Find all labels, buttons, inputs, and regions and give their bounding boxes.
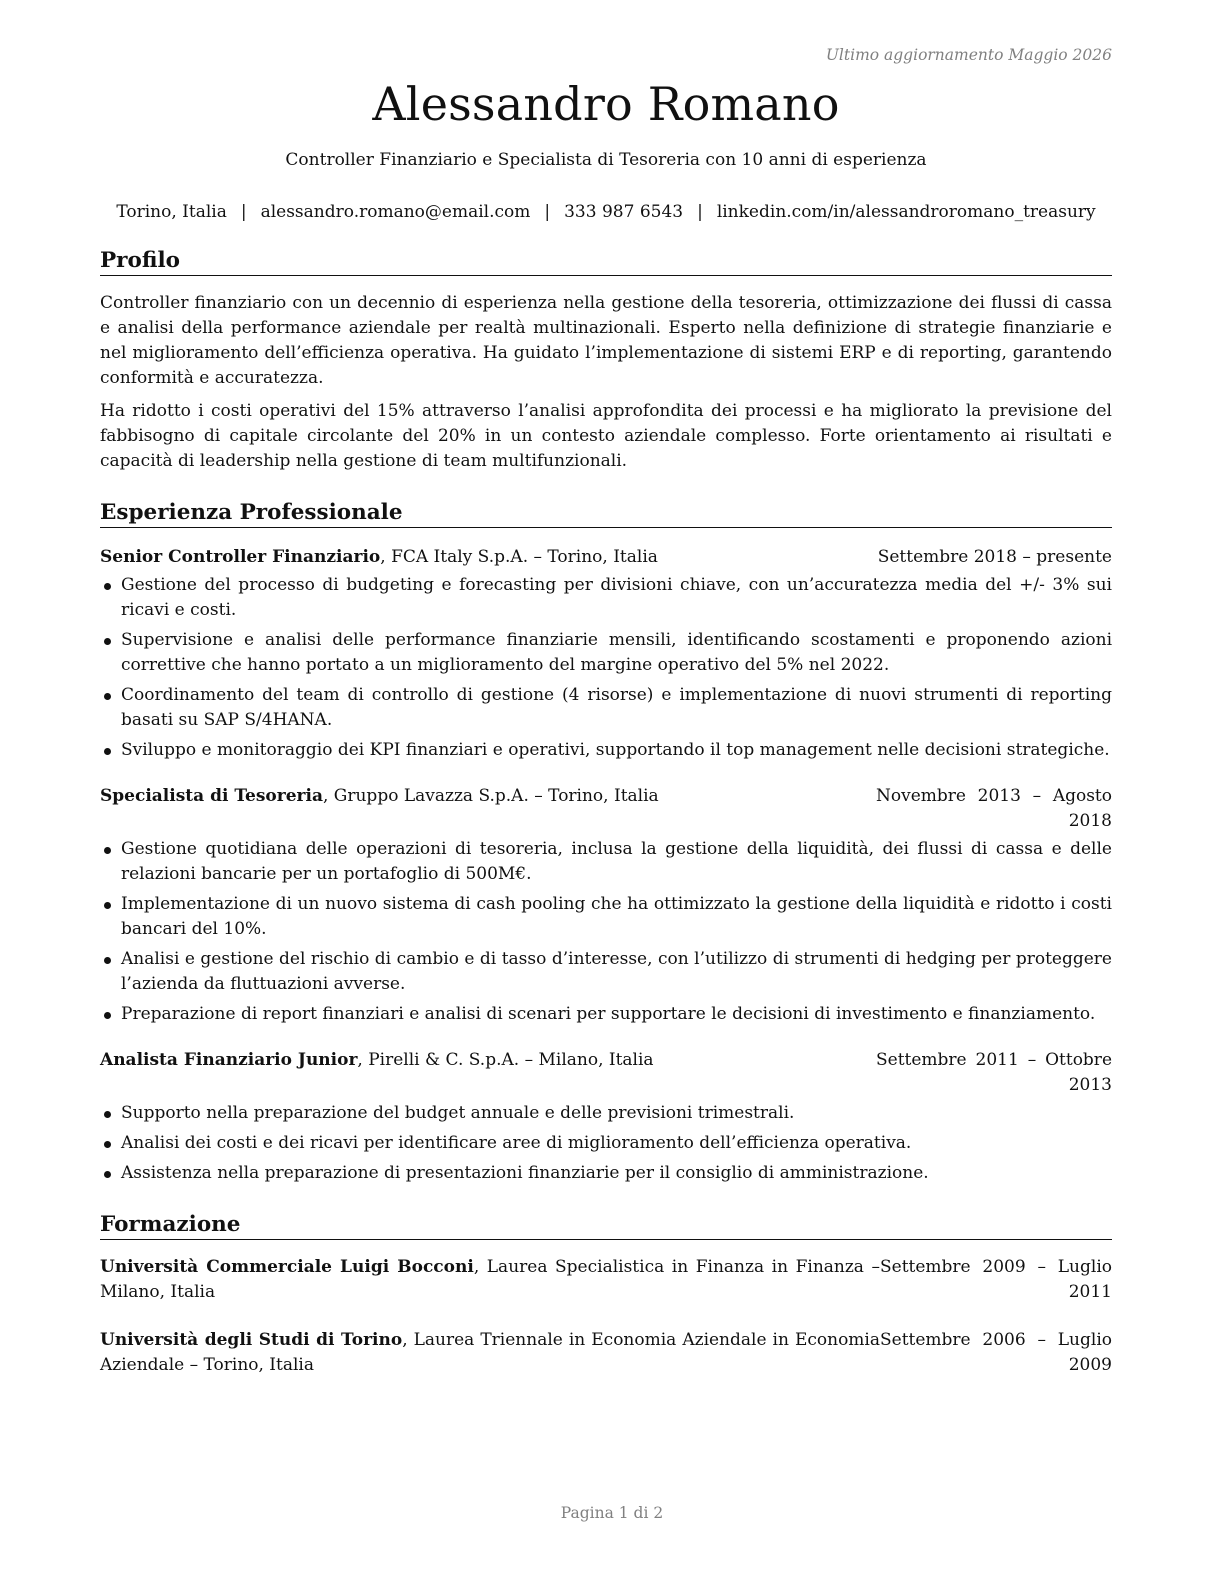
contact-separator: | xyxy=(544,202,551,222)
education-school: Università Commerciale Luigi Bocconi xyxy=(100,1257,474,1277)
profile-paragraph: Ha ridotto i costi operativi del 15% attraverso l’analisi approfondita dei processi e ha migliorato la previsione del fabbisogno di capitale circolante del 20% in un contesto aziendale complesso. Forte orientamento ai risultati e capacità di leadership nella gestione di team multifunzionali. xyxy=(100,401,1112,471)
contact-city: Torino, Italia xyxy=(116,202,227,222)
education-header xyxy=(100,1328,1112,1378)
profile-paragraph: Controller finanziario con un decennio di esperienza nella gestione della tesoreria, ottimizzazione dei flussi di cassa e analisi della performance aziendale per realtà multinazionali. Esperto nella definizione di strategie finanziarie e nel miglioramento dell’efficienza operativa. Ha guidato l’implementazione di sistemi ERP e di reporting, garantendo conformità e accuratezza. xyxy=(100,293,1112,388)
education-dates: Settembre 2006 – Luglio 2009 xyxy=(880,1330,1112,1375)
contact-line xyxy=(100,200,1112,224)
job-dates: Novembre 2013 – Agosto 2018 xyxy=(876,786,1112,831)
education-entry xyxy=(100,1255,1112,1305)
job-role: Specialista di Tesoreria xyxy=(100,786,323,806)
job-role: Analista Finanziario Junior xyxy=(100,1050,358,1070)
job-header xyxy=(100,545,1112,570)
job-entry xyxy=(100,1048,1112,1186)
section-title-education: Formazione xyxy=(100,1212,1112,1240)
list-item: Coordinamento del team di controllo di gestione (4 risorse) e implementazione di nuovi strumenti di reporting basati su SAP S/4HANA. xyxy=(100,683,1112,733)
contact-separator: | xyxy=(697,202,703,222)
job-header xyxy=(100,784,1112,834)
list-item: Gestione del processo di budgeting e forecasting per divisioni chiave, con un’accuratezza media del +/- 3% sui ricavi e costi. xyxy=(100,573,1112,623)
education-header xyxy=(100,1255,1112,1305)
page-number: Pagina 1 di 2 xyxy=(560,1504,664,1522)
job-company: , Gruppo Lavazza S.p.A. – Torino, Italia xyxy=(322,786,659,806)
job-bullets xyxy=(100,1101,1112,1186)
education-detail: , Laurea Specialistica in Finanza in Finanza – Milano, Italia xyxy=(100,1257,881,1302)
contact-phone[interactable]: 333 987 6543 xyxy=(564,202,684,222)
candidate-name: Alessandro Romano xyxy=(372,77,840,131)
list-item: Gestione quotidiana delle operazioni di tesoreria, inclusa la gestione della liquidità, dei flussi di cassa e delle relazioni bancarie per un portafoglio di 500M€. xyxy=(100,837,1112,887)
education-entry xyxy=(100,1328,1112,1378)
list-item: Implementazione di un nuovo sistema di cash pooling che ha ottimizzato la gestione della liquidità e ridotto i costi bancari del 10%. xyxy=(100,892,1112,942)
education-dates: Settembre 2009 – Luglio 2011 xyxy=(880,1257,1112,1302)
contact-email[interactable]: alessandro.romano@email.com xyxy=(260,202,531,222)
section-title-experience: Esperienza Professionale xyxy=(100,500,1112,528)
education-detail: , Laurea Triennale in Economia Aziendale in Economia Aziendale – Torino, Italia xyxy=(100,1330,881,1375)
job-role: Senior Controller Finanziario xyxy=(100,547,381,567)
list-item: Supporto nella preparazione del budget annuale e delle previsioni trimestrali. xyxy=(100,1101,1112,1126)
contact-linkedin[interactable]: linkedin.com/in/alessandroromano_treasury xyxy=(716,202,1096,222)
list-item: Supervisione e analisi delle performance finanziarie mensili, identificando scostamenti e proponendo azioni correttive che hanno portato a un miglioramento del margine operativo del 5% nel 2022. xyxy=(100,628,1112,678)
list-item: Sviluppo e monitoraggio dei KPI finanziari e operativi, supportando il top management nelle decisioni strategiche. xyxy=(100,738,1112,763)
list-item: Preparazione di report finanziari e analisi di scenari per supportare le decisioni di investimento e finanziamento. xyxy=(100,1002,1112,1027)
list-item: Analisi e gestione del rischio di cambio e di tasso d’interesse, con l’utilizzo di strumenti di hedging per proteggere l’azienda da fluttuazioni avverse. xyxy=(100,947,1112,997)
last-updated: Ultimo aggiornamento Maggio 2026 xyxy=(825,46,1112,64)
job-company: , Pirelli & C. S.p.A. – Milano, Italia xyxy=(357,1050,654,1070)
job-company: , FCA Italy S.p.A. – Torino, Italia xyxy=(380,547,658,567)
job-dates: Settembre 2018 – presente xyxy=(877,547,1112,567)
job-header xyxy=(100,1048,1112,1098)
list-item: Assistenza nella preparazione di presentazioni finanziarie per il consiglio di amministrazione. xyxy=(100,1161,1112,1186)
job-bullets xyxy=(100,573,1112,763)
tagline: Controller Finanziario e Specialista di Tesoreria con 10 anni di esperienza xyxy=(285,150,927,170)
contact-separator: | xyxy=(240,202,247,222)
job-bullets xyxy=(100,837,1112,1027)
section-title-profile: Profilo xyxy=(100,248,1112,276)
resume-page xyxy=(100,40,1112,1378)
list-item: Analisi dei costi e dei ricavi per identificare aree di miglioramento dell’efficienza operativa. xyxy=(100,1131,1112,1156)
job-dates: Settembre 2011 – Ottobre 2013 xyxy=(876,1050,1112,1095)
education-school: Università degli Studi di Torino xyxy=(100,1330,403,1350)
job-entry xyxy=(100,784,1112,1027)
job-entry xyxy=(100,545,1112,763)
